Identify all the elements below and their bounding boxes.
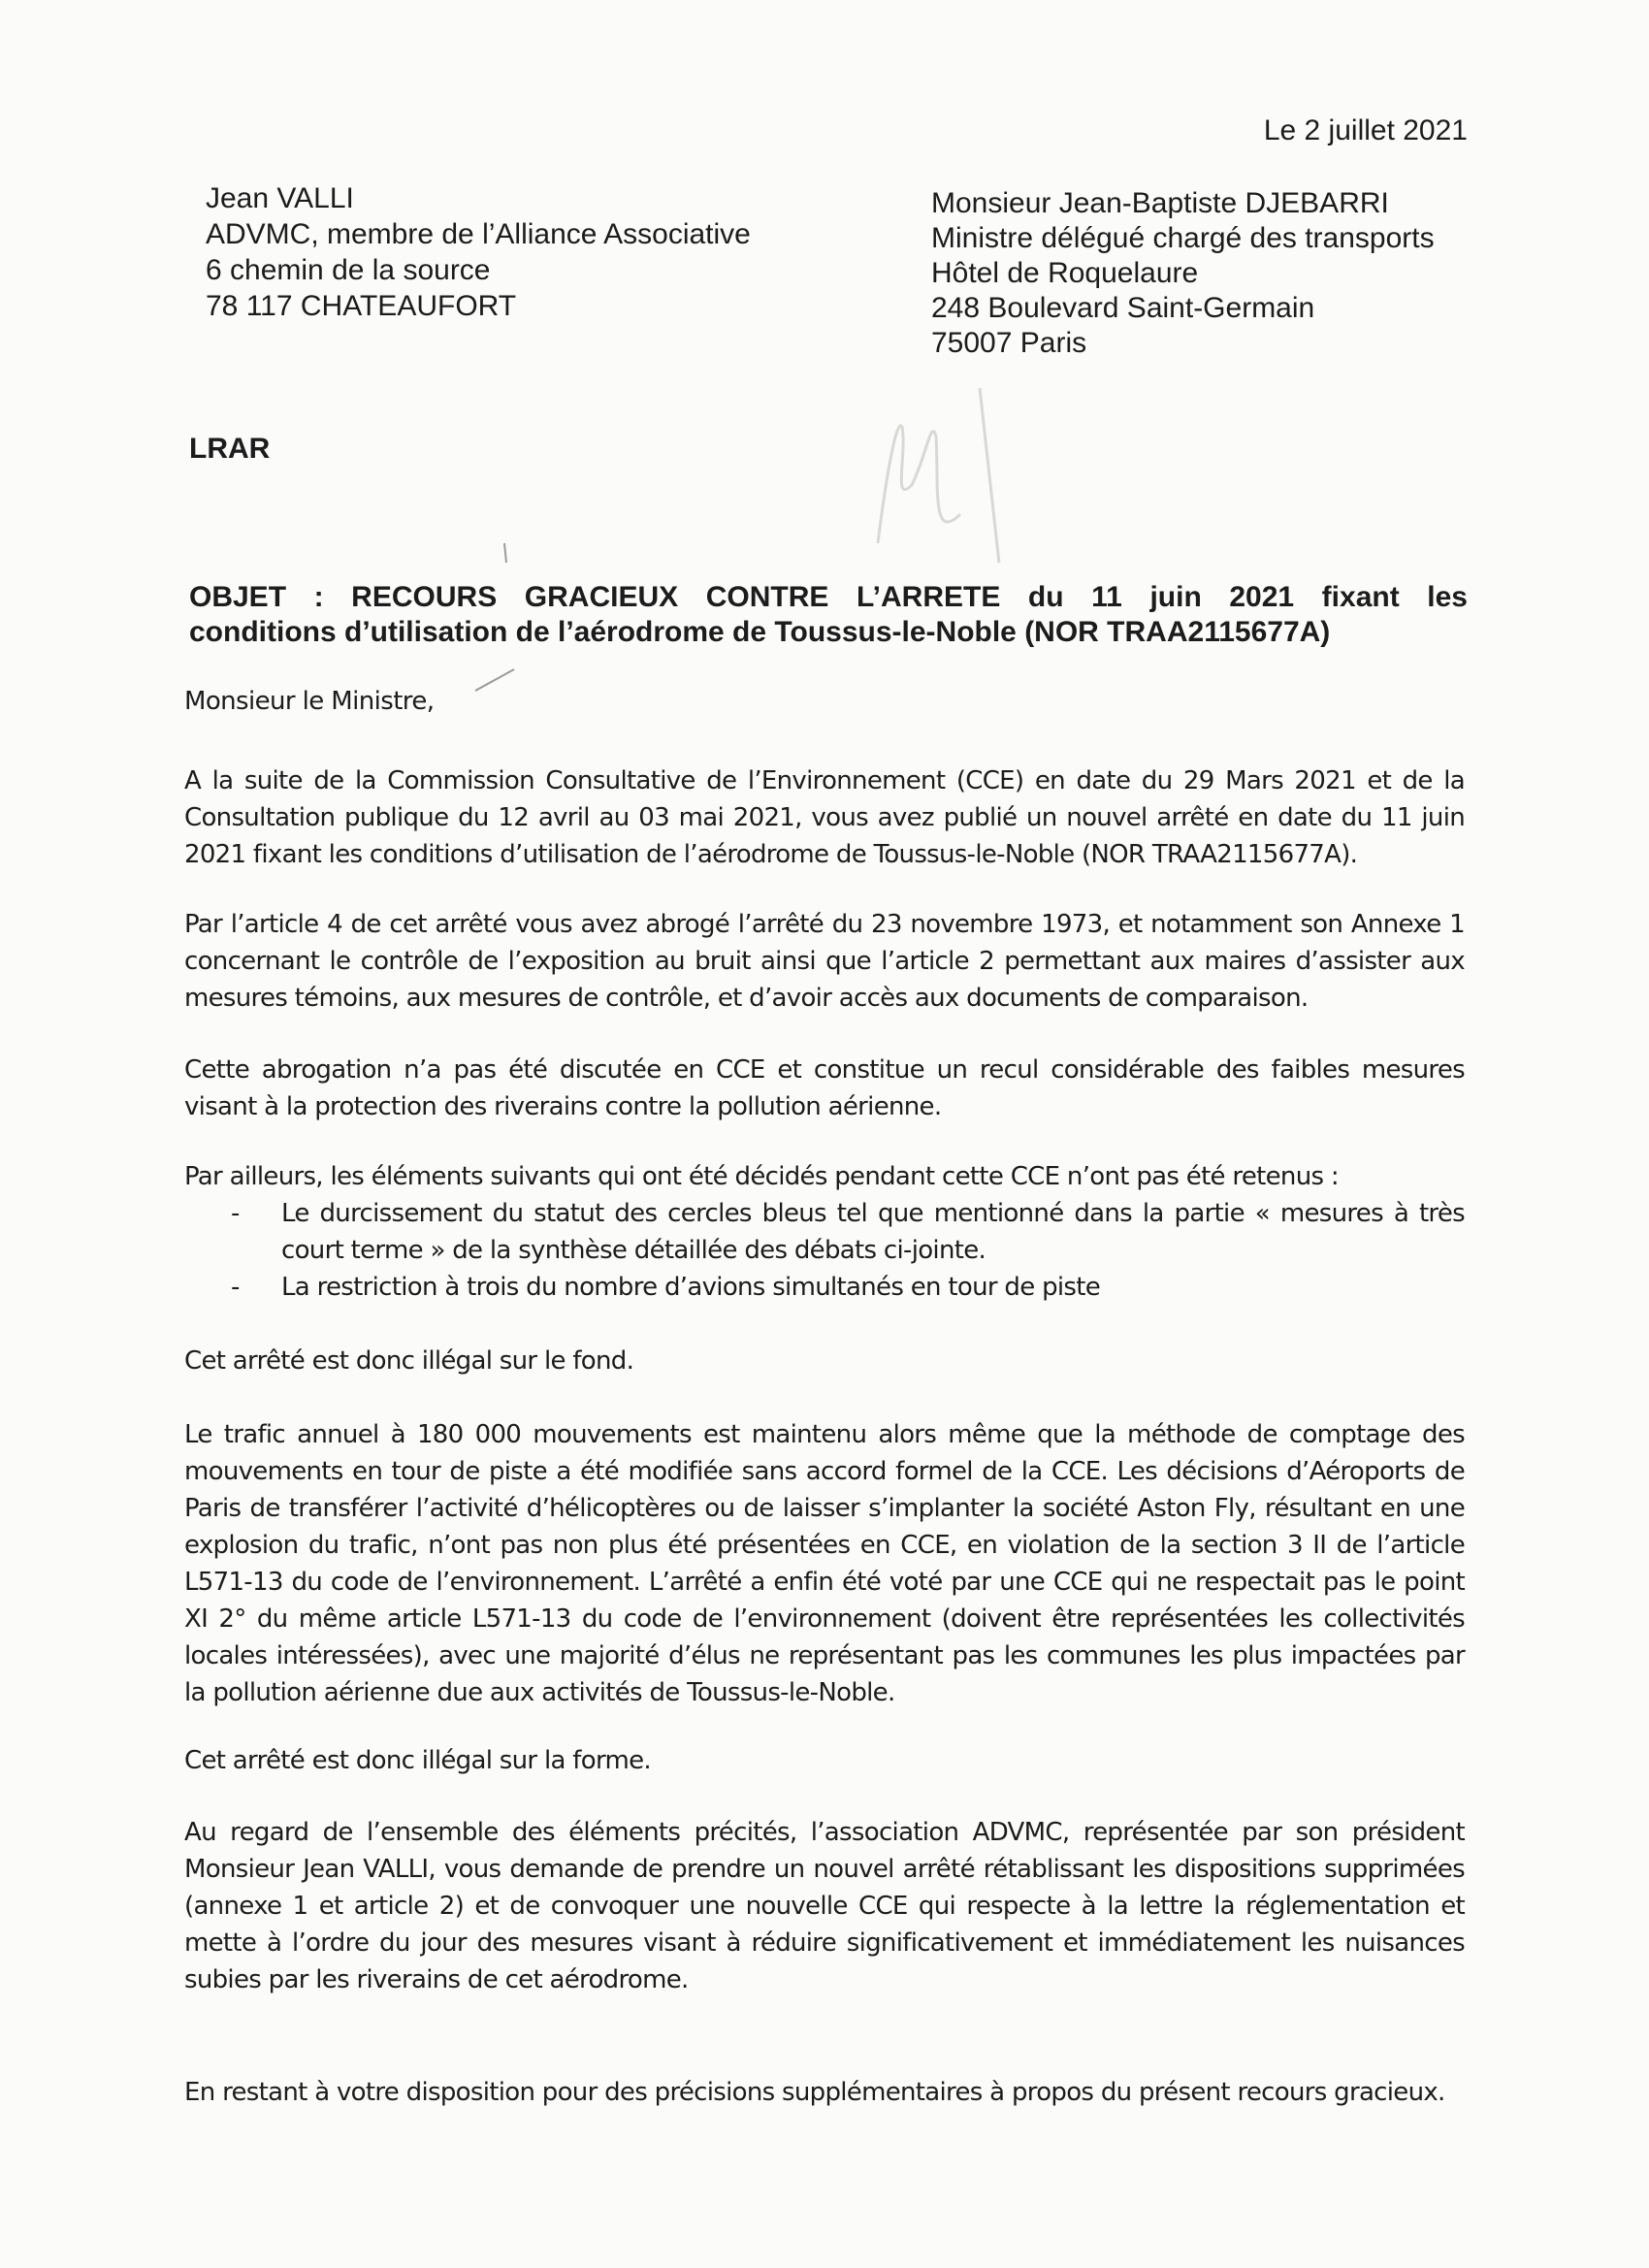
recipient-city: 75007 Paris bbox=[931, 327, 1087, 359]
recipient-block bbox=[931, 186, 1435, 361]
bullet-list bbox=[184, 1195, 1465, 1306]
list-item bbox=[184, 1195, 1465, 1269]
paragraph-4: Par ailleurs, les éléments suivants qui ont été décidés pendant cette CCE n’ont pas été retenus : bbox=[184, 1162, 1339, 1191]
sender-city: 78 117 CHATEAUFORT bbox=[206, 290, 517, 322]
sender-street: 6 chemin de la source bbox=[206, 254, 491, 286]
recipient-building: Hôtel de Roquelaure bbox=[931, 257, 1199, 289]
paragraph-3: Cette abrogation n’a pas été discutée en CCE et constitue un recul considérable des faibles mesures visant à la protection des riverains contre la pollution aérienne. bbox=[184, 1055, 1465, 1121]
recipient-street: 248 Boulevard Saint-Germain bbox=[931, 292, 1315, 324]
subject-line-1: OBJET : RECOURS GRACIEUX CONTRE L’ARRETE du 11 juin 2021 fixant les bbox=[189, 581, 1468, 613]
salutation: Monsieur le Ministre, bbox=[184, 687, 435, 716]
lrar-label: LRAR bbox=[189, 433, 271, 465]
sender-name: Jean VALLI bbox=[206, 182, 354, 214]
paragraph-8: Au regard de l’ensemble des éléments précités, l’association ADVMC, représentée par son président Monsieur Jean VALLI, vous demande de prendre un nouvel arrêté rétablissant les dispositions supprimées (annexe 1 et article 2) et de convoquer une nouvelle CCE qui respecte à la lettre la réglementation et mette à l’ordre du jour des mesures visant à réduire significativement et immédiatement les nuisances subies par les riverains de cet aérodrome. bbox=[184, 1818, 1465, 1994]
subject-line-2: conditions d’utilisation de l’aérodrome de Toussus-le-Noble (NOR TRAA2115677A) bbox=[189, 616, 1331, 648]
paragraph-2: Par l’article 4 de cet arrêté vous avez abrogé l’arrêté du 23 novembre 1973, et notamment son Annexe 1 concernant le contrôle de l’exposition au bruit ainsi que l’article 2 permettant aux maires d’assister aux mesures témoins, aux mesures de contrôle, et d’avoir accès aux documents de comparaison. bbox=[184, 910, 1465, 1013]
paragraph-7: Cet arrêté est donc illégal sur la forme. bbox=[184, 1746, 651, 1775]
sender-org: ADVMC, membre de l’Alliance Associative bbox=[206, 218, 751, 250]
paragraph-9: En restant à votre disposition pour des précisions supplémentaires à propos du présent recours gracieux. bbox=[184, 2078, 1445, 2107]
bullet-text: La restriction à trois du nombre d’avions simultanés en tour de piste bbox=[281, 1273, 1101, 1302]
bullet-marker: - bbox=[231, 1273, 240, 1302]
paragraph-5: Cet arrêté est donc illégal sur le fond. bbox=[184, 1346, 634, 1376]
list-item bbox=[184, 1269, 1465, 1306]
letter-date: Le 2 juillet 2021 bbox=[1263, 114, 1468, 146]
bullet-text: Le durcissement du statut des cercles bleus tel que mentionné dans la partie « mesures à très court terme » de la synthèse détaillée des débats ci-jointe. bbox=[281, 1199, 1465, 1265]
paragraph-1: A la suite de la Commission Consultative de l’Environnement (CCE) en date du 29 Mars 2021 et de la Consultation publique du 12 avril au 03 mai 2021, vous avez publié un nouvel arrêté en date du 11 juin 2021 fixant les conditions d’utilisation de l’aérodrome de Toussus-le-Noble (NOR TRAA2115677A). bbox=[184, 766, 1465, 869]
sender-block bbox=[206, 180, 751, 324]
recipient-title: Ministre délégué chargé des transports bbox=[931, 222, 1435, 254]
recipient-name: Monsieur Jean-Baptiste DJEBARRI bbox=[931, 187, 1389, 219]
subject-heading bbox=[189, 580, 1468, 650]
paragraph-6: Le trafic annuel à 180 000 mouvements est maintenu alors même que la méthode de comptage des mouvements en tour de piste a été modifiée sans accord formel de la CCE. Les décisions d’Aéroports de Paris de transférer l’activité d’hélicoptères ou de laisser s’implanter la société Aston Fly, résultant en une explosion du trafic, n’ont pas non plus été présentées en CCE, en violation de la section 3 II de l’article L571-13 du code de l’environnement. L’arrêté a enfin été voté par une CCE qui ne respectait pas le point XI 2° du même article L571-13 du code de l’environnement (doivent être représentées les collectivités locales intéressées), avec une majorité d’élus ne représentant pas les communes les plus impactées par la pollution aérienne due aux activités de Toussus-le-Noble. bbox=[184, 1420, 1465, 1707]
bullet-marker: - bbox=[231, 1199, 240, 1228]
